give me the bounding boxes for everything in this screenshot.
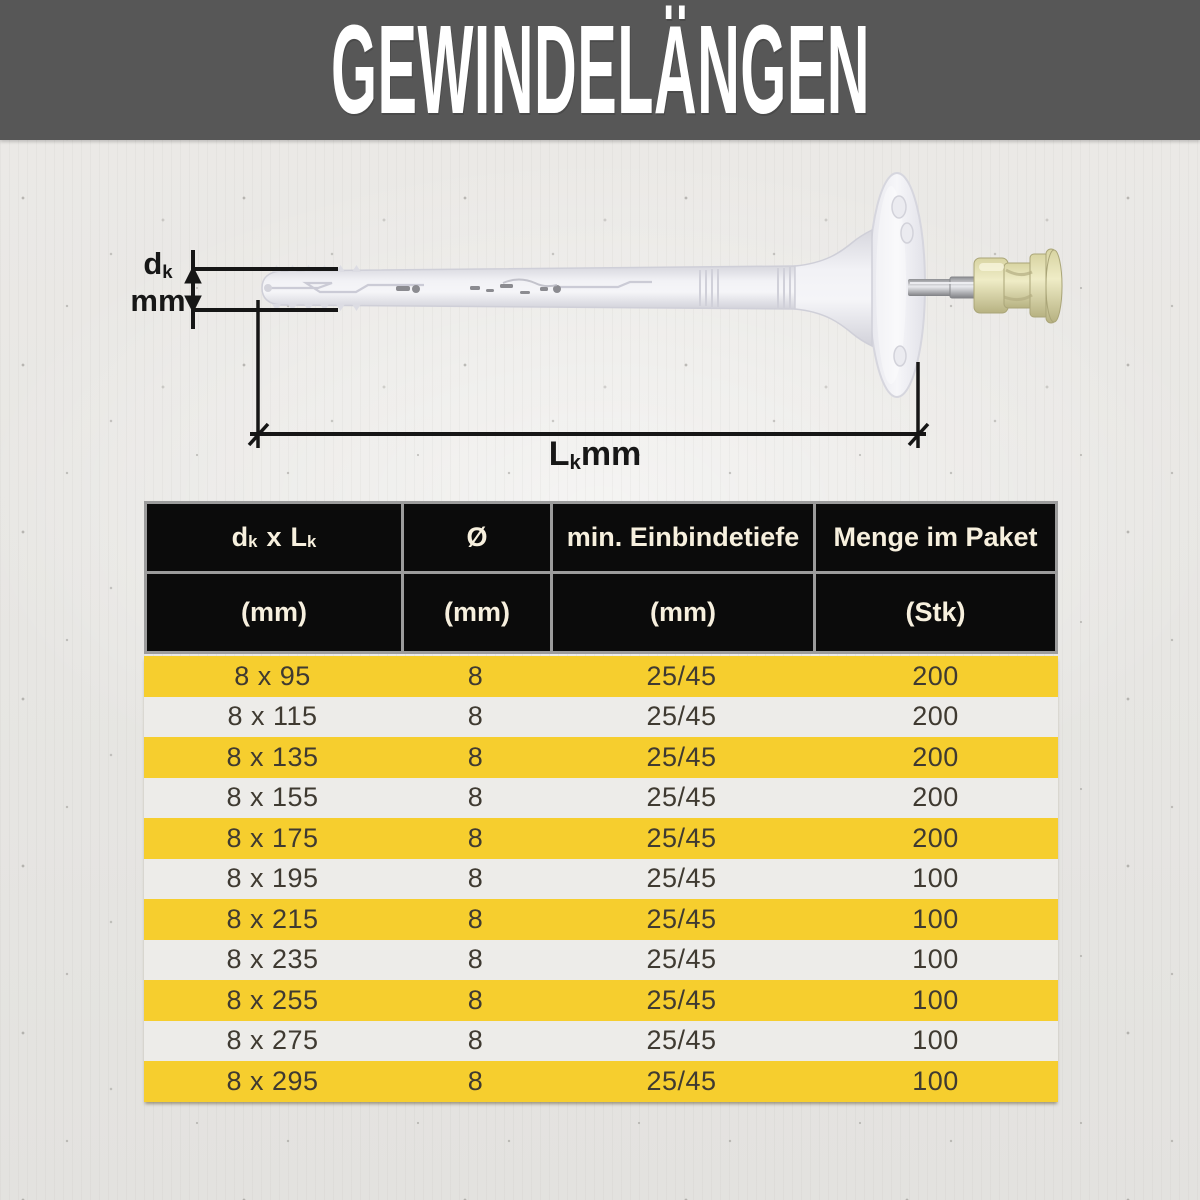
steel-pin [908,277,978,298]
table-cell-diameter: 8 [467,701,484,732]
table-row [144,980,1058,1021]
page-title: GEWINDELÄNGEN [330,0,870,140]
lk-symbol: L [548,435,570,473]
lk-dimension-lines [249,300,928,448]
table-row [144,818,1058,859]
table-row [144,940,1058,981]
table-cell-min_depth: 25/45 [646,701,717,732]
table-cell-diameter: 8 [467,782,484,813]
table-cell-min_depth: 25/45 [646,903,717,934]
table-cell-min_depth: 25/45 [646,660,717,691]
col-header-size: d k x L k [147,504,401,571]
table-cell-diameter: 8 [467,741,484,772]
lk-unit: mm [580,435,642,473]
subheader-qty-unit: (Stk) [816,574,1055,651]
table-cell-diameter: 8 [467,660,484,691]
table-cell-size: 8 x 195 [226,863,319,894]
table-cell-qty: 200 [912,701,959,732]
dk-unit: mm [130,283,186,318]
table-cell-qty: 200 [912,782,959,813]
table-cell-diameter: 8 [467,822,484,853]
dk-symbol: d [143,246,163,281]
table-cell-qty: 200 [912,822,959,853]
lk-subscript: k [569,452,581,475]
col-header-qty: Menge im Paket [816,504,1055,571]
dk-subscript: k [162,261,173,283]
subheader-min-depth-unit: (mm) [553,574,813,651]
table-cell-min_depth: 25/45 [646,782,717,813]
lk-dimension-label [495,436,695,477]
table-header [144,501,1058,654]
dk-dimension-label [112,247,204,317]
table-cell-qty: 100 [912,863,959,894]
table-cell-min_depth: 25/45 [646,984,717,1015]
table-cell-size: 8 x 215 [226,903,319,934]
col-header-diameter: Ø [404,504,550,571]
anchor-flare [795,230,872,346]
table-cell-qty: 100 [912,944,959,975]
table-cell-qty: 100 [912,984,959,1015]
table-cell-size: 8 x 235 [226,944,319,975]
table-row [144,697,1058,738]
table-cell-size: 8 x 115 [227,701,318,732]
table-cell-diameter: 8 [467,903,484,934]
table-row [144,737,1058,778]
table-cell-qty: 100 [912,1065,959,1096]
table-cell-qty: 100 [912,1025,959,1056]
anchor-shaft [262,230,872,346]
table-cell-size: 8 x 95 [234,660,311,691]
table-cell-size: 8 x 275 [226,1025,319,1056]
subheader-diameter-unit: (mm) [404,574,550,651]
table-cell-diameter: 8 [467,944,484,975]
table-cell-size: 8 x 295 [226,1065,319,1096]
table-row [144,1021,1058,1062]
table-row [144,656,1058,697]
table-cell-size: 8 x 155 [226,782,319,813]
table-cell-qty: 100 [912,903,959,934]
col-header-min-depth: min. Einbindetiefe [553,504,813,571]
table-cell-min_depth: 25/45 [646,822,717,853]
table-cell-diameter: 8 [467,1025,484,1056]
table-row [144,899,1058,940]
table-cell-min_depth: 25/45 [646,1065,717,1096]
table-cell-min_depth: 25/45 [646,1025,717,1056]
table-cell-qty: 200 [912,741,959,772]
spec-table [144,501,1058,1102]
table-cell-min_depth: 25/45 [646,741,717,772]
hammer-cap [974,249,1062,323]
table-row [144,778,1058,819]
table-cell-size: 8 x 175 [226,822,319,853]
table-row [144,1061,1058,1102]
table-body [144,656,1058,1102]
table-cell-size: 8 x 255 [226,984,319,1015]
table-cell-diameter: 8 [467,984,484,1015]
table-cell-qty: 200 [912,660,959,691]
table-cell-min_depth: 25/45 [646,863,717,894]
table-cell-size: 8 x 135 [226,741,319,772]
subheader-size-unit: (mm) [147,574,401,651]
table-cell-diameter: 8 [467,863,484,894]
table-cell-min_depth: 25/45 [646,944,717,975]
table-cell-diameter: 8 [467,1065,484,1096]
table-row [144,859,1058,900]
